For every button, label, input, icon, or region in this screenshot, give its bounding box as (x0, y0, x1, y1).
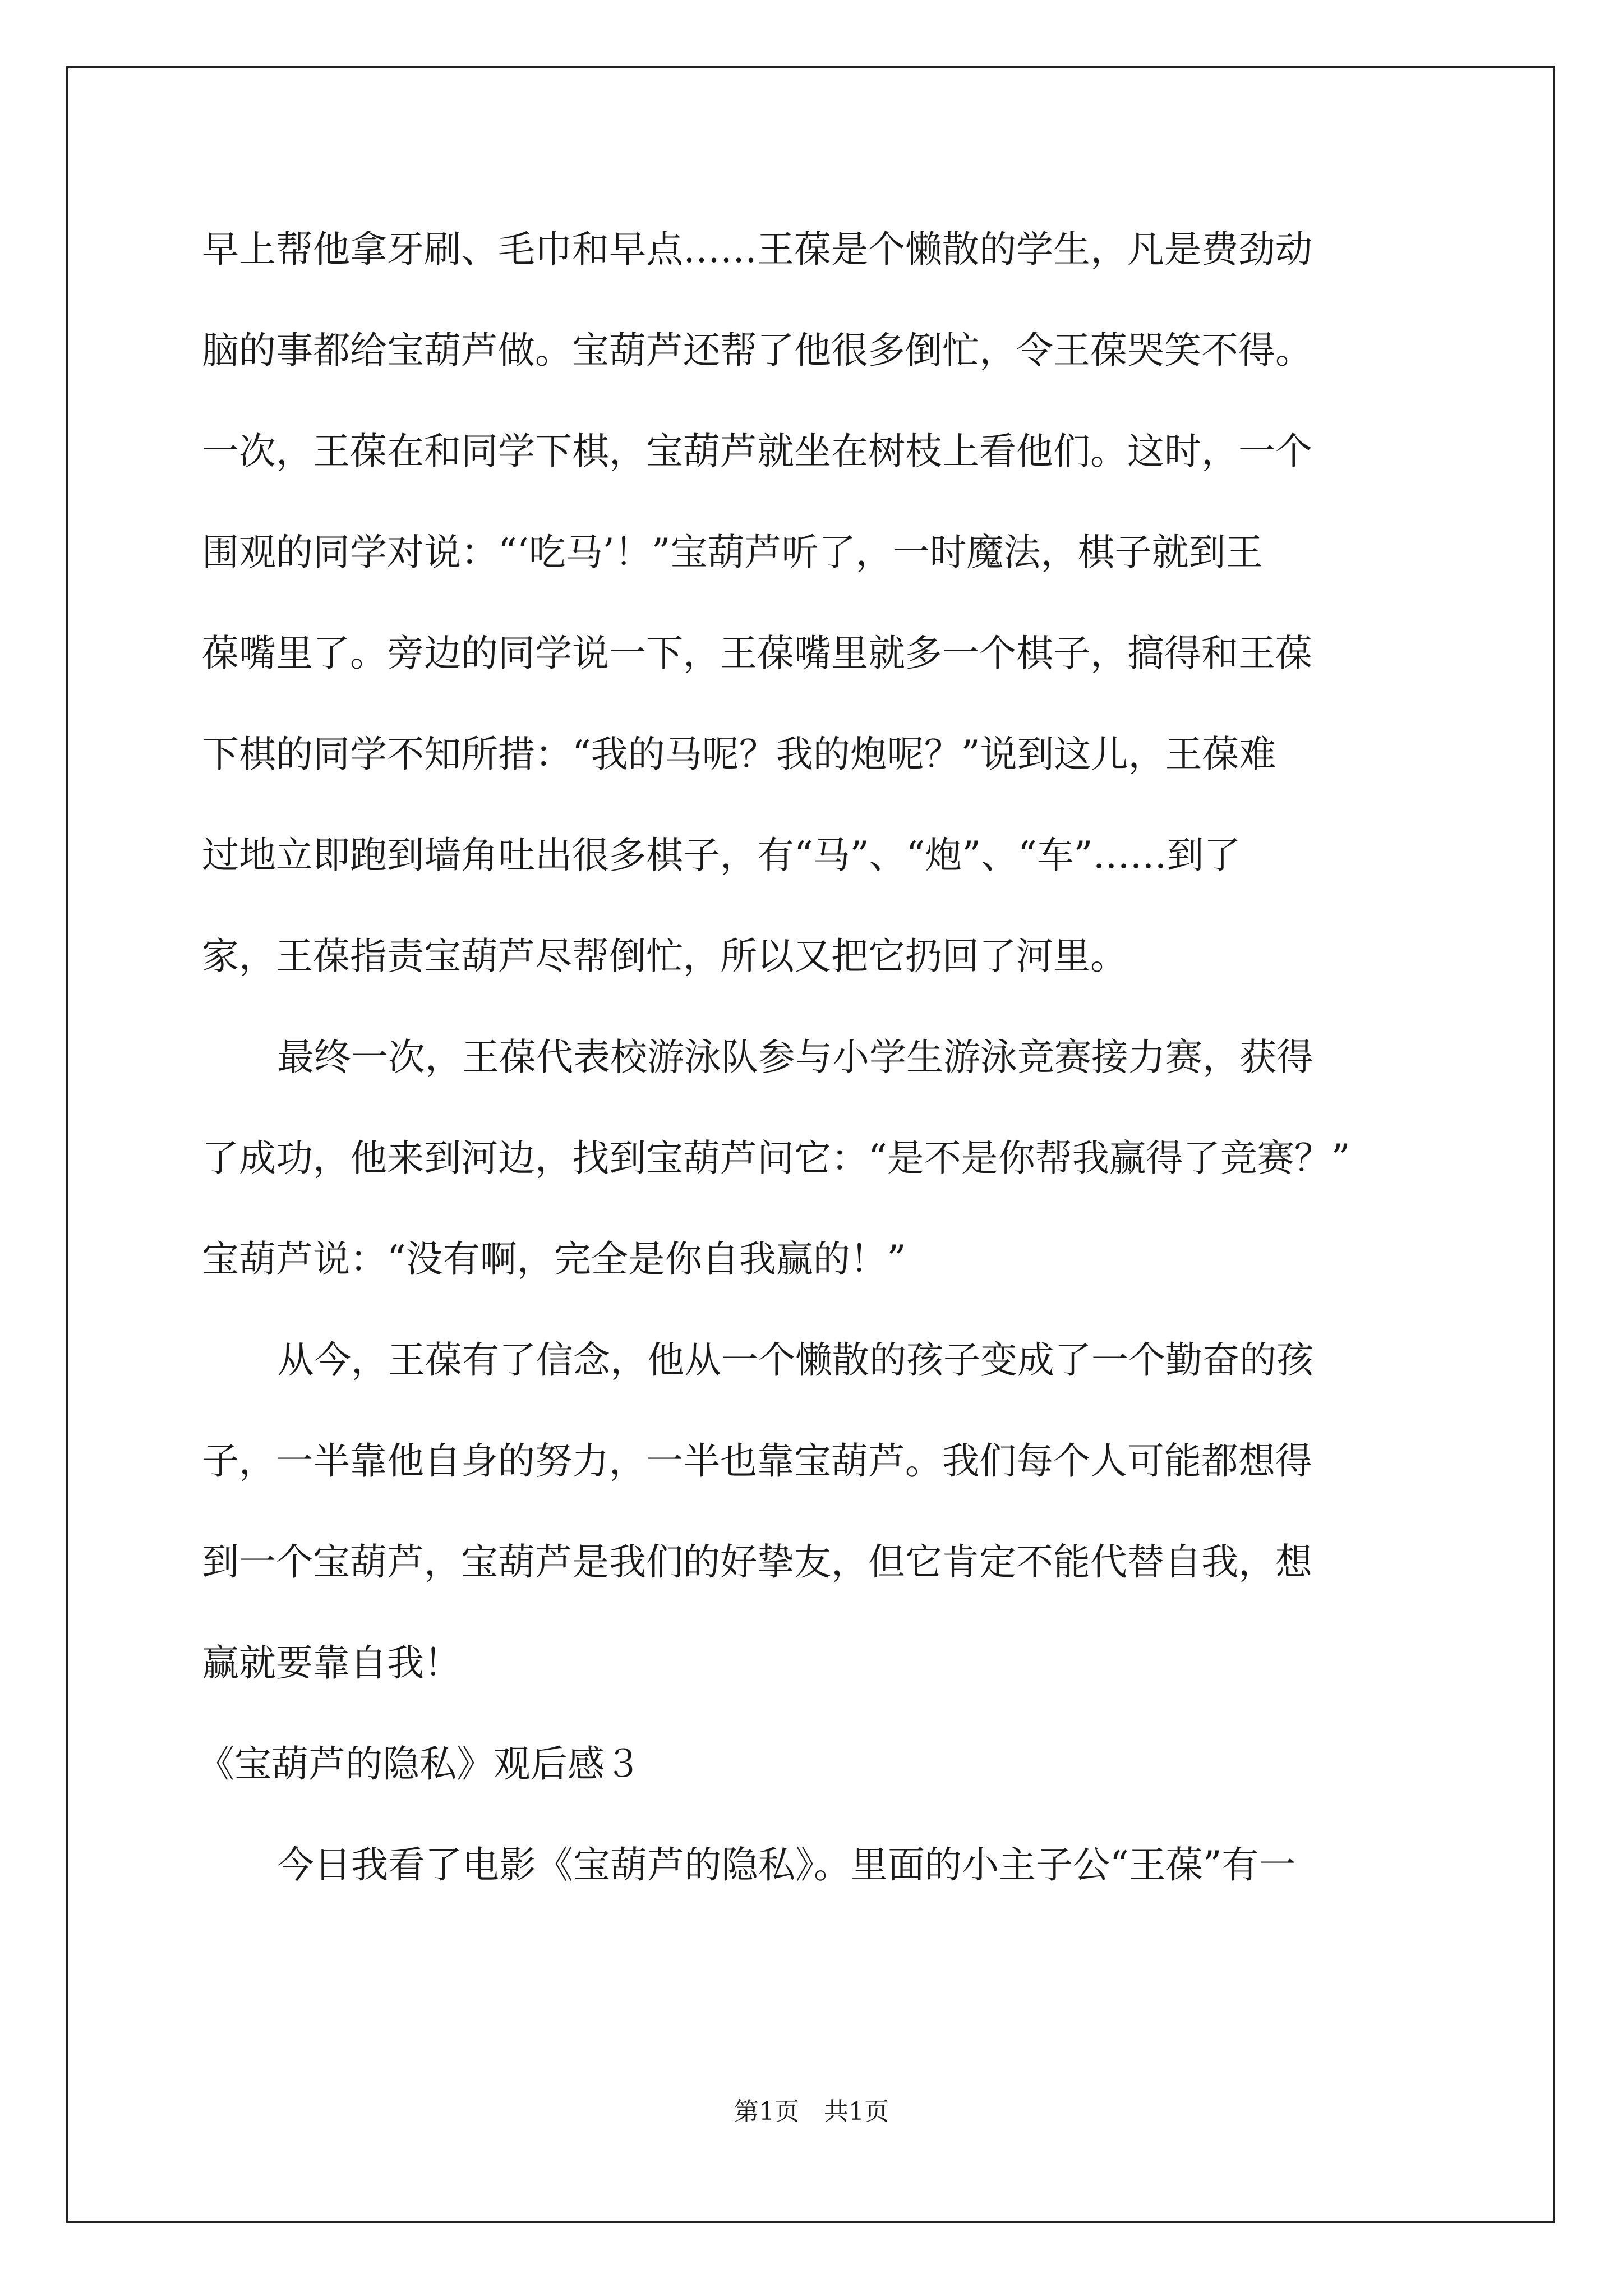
body-text-line: 宝葫芦说：“没有啊，完全是你自我赢的！” (202, 1237, 906, 1281)
body-text-line: 早上帮他拿牙刷、毛巾和早点……王葆是个懒散的学生，凡是费劲动 (202, 228, 1312, 271)
body-text-line: 到一个宝葫芦，宝葫芦是我们的好挚友，但它肯定不能代替自我，想 (202, 1540, 1312, 1584)
page-footer: 第1页 共1页 (734, 2097, 889, 2126)
body-text-line: 子，一半靠他自身的努力，一半也靠宝葫芦。我们每个人可能都想得 (202, 1439, 1312, 1483)
body-text-line: 下棋的同学不知所措：“我的马呢？我的炮呢？”说到这儿，王葆难 (202, 733, 1276, 776)
body-text-line: 一次，王葆在和同学下棋，宝葫芦就坐在树枝上看他们。这时，一个 (202, 430, 1312, 473)
paragraph-start-line: 从今，王葆有了信念，他从一个懒散的孩子变成了一个勤奋的孩 (277, 1338, 1313, 1382)
body-text-line: 了成功，他来到河边，找到宝葫芦问它：“是不是你帮我赢得了竞赛？” (202, 1137, 1350, 1180)
body-text-line: 围观的同学对说：“‘吃马’！”宝葫芦听了，一时魔法，棋子就到王 (202, 531, 1263, 574)
body-text-line: 葆嘴里了。旁边的同学说一下，王葆嘴里就多一个棋子，搞得和王葆 (202, 632, 1312, 675)
body-text-line: 家，王葆指责宝葫芦尽帮倒忙，所以又把它扔回了河里。 (202, 935, 1127, 978)
section-heading: 《宝葫芦的隐私》观后感３ (197, 1742, 642, 1786)
body-text-line: 脑的事都给宝葫芦做。宝葫芦还帮了他很多倒忙，令王葆哭笑不得。 (202, 329, 1312, 372)
paragraph-start-line: 今日我看了电影《宝葫芦的隐私》。里面的小主子公“王葆”有一 (277, 1843, 1296, 1887)
body-text-line: 赢就要靠自我！ (202, 1641, 461, 1685)
body-text-line: 过地立即跑到墙角吐出很多棋子，有“马”、“炮”、“车”……到了 (202, 834, 1241, 877)
paragraph-start-line: 最终一次，王葆代表校游泳队参与小学生游泳竞赛接力赛，获得 (277, 1036, 1313, 1079)
